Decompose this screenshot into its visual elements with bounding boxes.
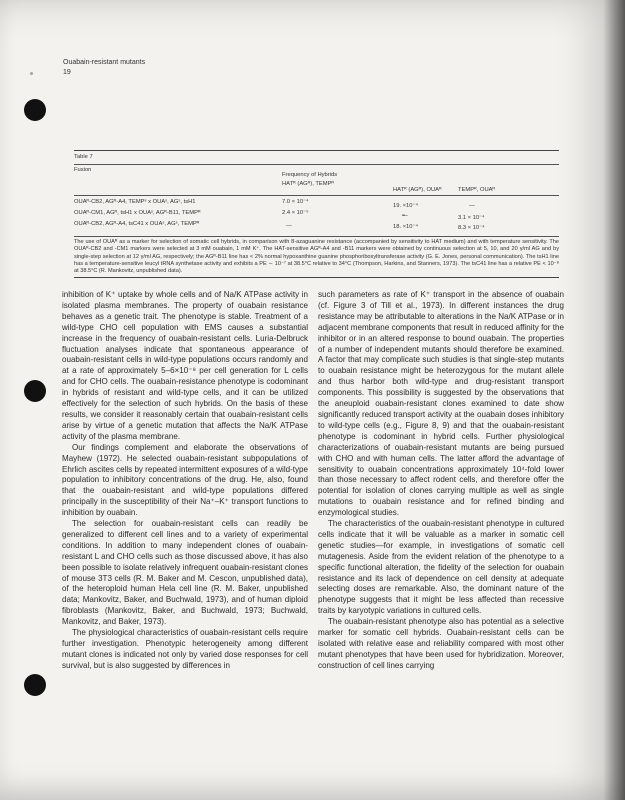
table-caption: Table 7 bbox=[74, 154, 93, 160]
punch-hole bbox=[24, 380, 46, 402]
table-7 bbox=[74, 150, 559, 278]
row2-col3: 3.1 × 10⁻⁴ bbox=[458, 215, 485, 221]
row1-col2: 19. ×10⁻⁴ bbox=[393, 203, 419, 209]
row2-fusion: OUAᴿ-CM1, AGᴿ, tsH1 x OUAˢ, AGᴿ-B11, TEMPᴿ bbox=[74, 210, 201, 216]
left-column bbox=[62, 290, 308, 672]
row3-fusion: OUAᴿ-CB2, AGᴿ-A4, tsC41 x OUAˢ, AGˢ, TEMPᴿ bbox=[74, 221, 200, 227]
row1-col3: — bbox=[469, 203, 475, 209]
punch-hole bbox=[24, 674, 46, 696]
header-frequency: Frequency of Hybrids bbox=[282, 172, 338, 178]
punch-hole bbox=[24, 99, 46, 121]
header-col2: HATᴿ (AGᴿ), OUAᴿ bbox=[393, 187, 442, 193]
row3-col1: — bbox=[286, 223, 292, 229]
dust-speck bbox=[30, 72, 33, 75]
running-head-title: Ouabain-resistant mutants bbox=[63, 59, 146, 66]
paragraph: The selection for ouabain-resistant cells can readily be generalized to different cell lines and to a variety of experimental conditions. In addition to many independent clones of ouabain-resistant L and CHO cells such as those discussed above, it has also been possible to isolate relatively infrequent ouabain-resistant clones of mouse 3T3 cells (R. M. Baker and M. Cescon, unpublished data), of the heteroploid human Hela cell line (R. M. Baker, unpublished data; Mankovitz, Baker, and Buchwald, 1973), and of human diploid fibroblasts (Mankovitz, Baker, and Buchwald, 1973; Buchwald, Mankovitz, and Baker, 1973). bbox=[62, 519, 308, 627]
page-edge-shadow bbox=[603, 0, 625, 800]
table-footnote: The use of OUAᴿ as a marker for selection of somatic cell hybrids, in comparison with 8-azaguanine resistance (accompanied by sensitivity to HAT medium) and with temperature sensitivity. The OUAᴿ-CB2 and -CM1 markers were selected at 3 mM ouabain, 1 mM K⁺. The HAT-sensitive AGᴿ-A4 and -B11 markers were obtained by continuous selection at 5, 10, and 20 γ/ml AG and by single-step selection at 12 γ/ml AG, respectively; the AGᴿ-B11 line has < 2% normal hypoxanthine guanine phosphoribosyltransferase activity (G. E. Jones, personal communication). The tsH1 line has a temperature-sensitive leucyl tRNA synthetase activity and exhibits a PE ∼ 10⁻⁷ at 38.5°C relative to 34°C (Thompson, Harkins, and Stanners, 1973). The tsC41 line has a relative PE < 10⁻⁸ at 38.5°C (R. Mankovitz, unpublished data). bbox=[74, 236, 559, 275]
header-col1: HATᴿ (AGᴿ), TEMPᴿ bbox=[282, 181, 335, 187]
paragraph: The physiological characteristics of ouabain-resistant cells require further investigation. Phenotypic heterogeneity among different mutant clones is indicated not only by varied dose responses for cell survival, but is also suggested by differences in bbox=[62, 628, 308, 670]
row2-col2: — bbox=[402, 213, 408, 219]
header-fusion: Fusion bbox=[74, 167, 92, 173]
row3-col3: 8.3 × 10⁻⁴ bbox=[458, 225, 485, 231]
table-top-rule bbox=[74, 150, 559, 151]
row3-col2: 18. ×10⁻⁴ bbox=[393, 224, 419, 230]
row2-col1: 2.4 × 10⁻⁵ bbox=[282, 210, 309, 216]
paragraph: Our findings complement and elaborate the observations of Mayhew (1972). He selected ouabain-resistant subpopulations of Ehrlich ascites cells by repeated intermittent exposures of a wild-type population to inhibitory concentrations of the drug. He, also, found that the ouabain-resistant and wild-type populations differed principally in the susceptibility of their Na⁺–K⁺ transport functions to inhibition by ouabain. bbox=[62, 442, 308, 518]
paragraph: inhibition of K⁺ uptake by whole cells and of Na/K ATPase activity in isolated plasma membranes. The property of ouabain resistance behaves as a genetic trait. The phenotype is stable. Treatment of a wild-type CHO cell population with EMS causes a substantial increase in the frequency of ouabain-resistant cells. Luria-Delbruck fluctuation analyses indicate that spontaneous appearance of ouabain-resistant cells in wild-type populations occurs randomly and at a rate of approximately 5–6×10⁻⁸ per cell generation for L cells and for CHO cells. The ouabain-resistance phenotype is codominant in hybrids of resistant and wild-type cells, and it can be utilized effectively for the selection of such hybrids. On the basis of these results, we consider it reasonably certain that ouabain-resistant cells arise by virtue of a genetic mutation that affects the Na/K ATPase activity of the plasma membrane. bbox=[62, 290, 308, 441]
running-head bbox=[63, 58, 145, 78]
page-number: 19 bbox=[63, 69, 71, 76]
paragraph: The ouabain-resistant phenotype also has potential as a selective marker for somatic cell hybrids. Ouabain-resistant cells can be isolated with relative ease and reliability compared with most other mutant phenotypes that have been used for hybridization. Moreover, construction of cell lines carrying bbox=[318, 617, 564, 670]
paragraph: such parameters as rate of K⁺ transport in the absence of ouabain (cf. Figure 3 of Till et al., 1973). In different instances the drug resistance may be attributable to alterations in the Na/K ATPase or in adjacent membrane components that result in reduced affinity for the inhibitor or in an altered response to bound ouabain. The properties of a number of independent mutants should therefore be examined. A factor that may complicate such studies is that single-step mutants to ouabain resistance might be heterozygous for the mutant allele and thus harbor both wild-type and drug-resistant transport components. This possibility is suggested by the observations that the aneuploid ouabain-resistant clones examined to date show significantly reduced transport activity at the ouabain doses inhibitory to wild-type cells (e.g., Figure 8, 9) and that the ouabain-resistant phenotype is codominant in hybrid cells. Further physiological characterizations of ouabain-resistant mutants are being pursued with CHO and with human cells. The latter afford the advantage of sensitivity to ouabain concentrations approximately 10⁴-fold lower than those necessary to affect rodent cells, and therefore offer the potential for isolation of clones carrying multiple as well as single mutations to ouabain resistance and for refined binding and enzymological studies. bbox=[318, 290, 564, 518]
table-bottom-rule bbox=[74, 277, 559, 278]
paragraph: The characteristics of the ouabain-resistant phenotype in cultured cells indicate that it will be valuable as a marker in somatic cell genetic studies—for example, in investigations of somatic cell mutagenesis. Aside from the evident relation of the phenotype to a specific functional alteration, the fidelity of the selection for ouabain resistance and its lack of dependence on cell density at adequate selecting doses are remarkable. Also, the dominant nature of the phenotype suggests that it might be less affected than recessive traits by karyotypic variations in cultured cells. bbox=[318, 519, 564, 616]
table-header bbox=[74, 164, 559, 195]
header-col3: TEMPᴿ, OUAᴿ bbox=[458, 187, 496, 193]
table-body bbox=[74, 195, 559, 236]
row1-col1: 7.0 × 10⁻⁴ bbox=[282, 199, 309, 205]
right-column bbox=[318, 290, 564, 672]
row1-fusion: OUAᴿ-CB2, AGᴿ-A4, TEMPˢ x OUAˢ, AGˢ, tsH1 bbox=[74, 199, 196, 205]
